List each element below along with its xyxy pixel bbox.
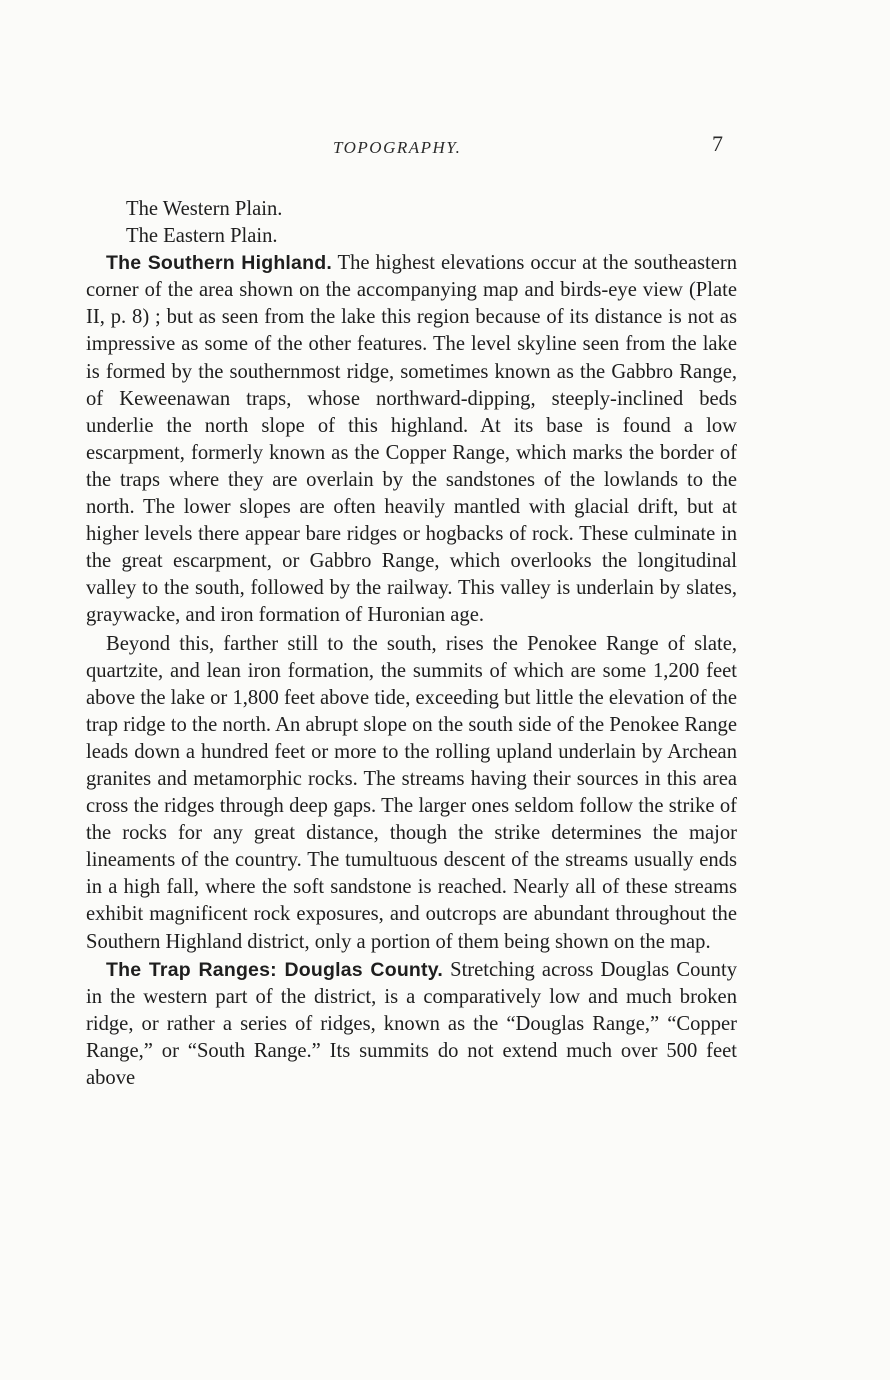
section-heading-southern-highland: The Southern Highland. (106, 252, 332, 275)
paragraph-text: Beyond this, farther still to the south, rises the Penokee Range of slate, quartzite, and lean iron formation, the summits of which are some 1,200 feet above the lake or 1,800 feet above tide, exceeding but little the elevation of the trap ridge to the north. An abrupt slope on the south side of the Penokee Range leads down a hundred feet or more to the rolling upland underlain by Archean granites and metamorphic rocks. The streams having their sources in this area cross the ridges through deep gaps. The larger ones seldom follow the strike of the rocks for any great distance, though the strike determines the major lineaments of the country. The tumultuous descent of the streams usually ends in a high fall, where the soft sandstone is reached. Nearly all of these streams exhibit magnificent rock exposures, and outcrops are abundant throughout the Southern Highland district, only a portion of them being shown on the map. (86, 632, 737, 953)
page-number: 7 (712, 131, 723, 156)
running-header-title: TOPOGRAPHY. (333, 138, 462, 157)
body-text (86, 196, 737, 1092)
paragraph-text: The highest elevations occur at the southeastern corner of the area shown on the accompanying map and birds-eye view (Plate II, p. 8) ; but as seen from the lake this region because of its distance is not as impressive as some of the other features. The level skyline seen from the lake is formed by the southernmost ridge, sometimes known as the Gabbro Range, of Keweenawan traps, whose northward-dipping, steeply-inclined beds underlie the north slope of this highland. At its base is found a low escarpment, formerly known as the Copper Range, which marks the border of the traps where they are overlain by the sandstones of the lowlands to the north. The lower slopes are often heavily mantled with glacial drift, but at higher levels there appear bare ridges or hogbacks of rock. These culminate in the great escarpment, or Gabbro Range, which overlooks the longitudinal valley to the south, followed by the railway. This valley is underlain by slates, graywacke, and iron formation of Huronian age. (86, 252, 737, 627)
section-heading-trap-ranges: The Trap Ranges: Douglas County. (106, 958, 443, 981)
paragraph-southern-highland (86, 250, 737, 629)
paragraph-penokee-range (86, 631, 737, 956)
list-line-eastern-plain: The Eastern Plain. (126, 225, 278, 248)
paragraph-text: Stretching across Douglas County in the western part of the district, is a comparatively low and much broken ridge, or rather a series of ridges, known as the “Douglas Range,” “Copper Range,” or “South Range.” Its summits do not extend much over 500 feet above (86, 958, 738, 1089)
list-line-western-plain: The Western Plain. (126, 198, 283, 220)
paragraph-trap-ranges (86, 957, 737, 1092)
